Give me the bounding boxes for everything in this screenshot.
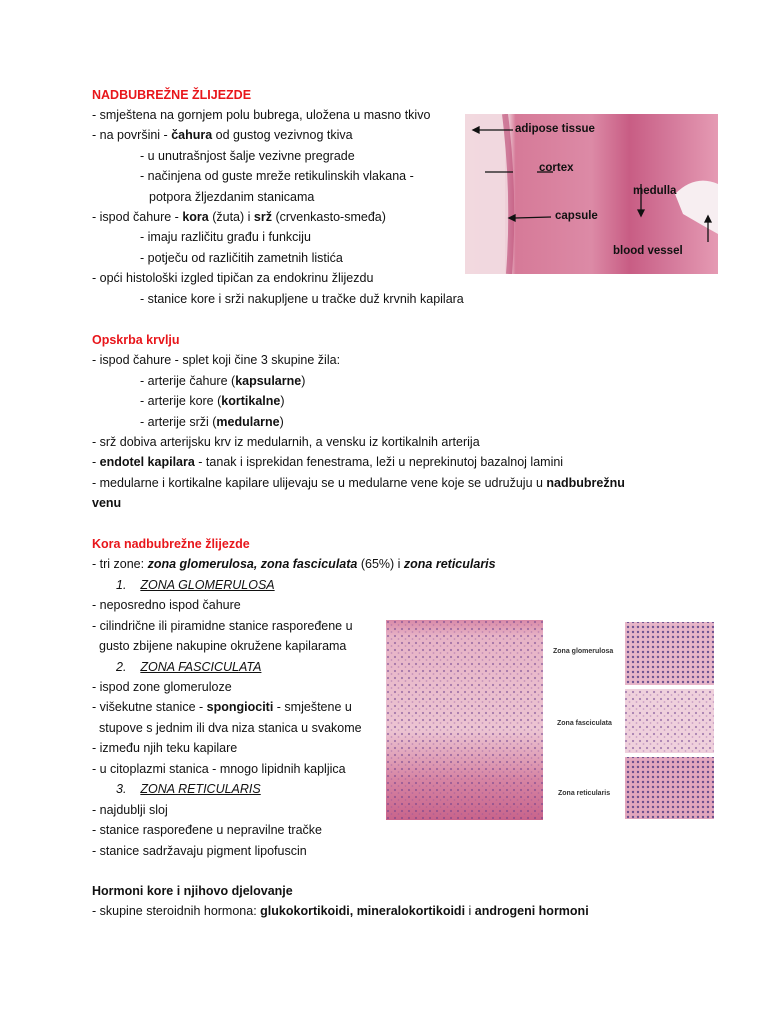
text-line: potpora žljezdanim stanicama bbox=[149, 190, 315, 204]
text-line: - endotel kapilara - tanak i isprekidan fenestrama, leži u neprekinutoj bazalnoj lamini bbox=[92, 455, 564, 469]
label-adipose-tissue: adipose tissue bbox=[515, 123, 595, 135]
text-line: - najdublji sloj bbox=[92, 803, 168, 817]
text-line: - medularne i kortikalne kapilare ulijevaju se u medularne vene koje se udružuju u nadbubrežnu bbox=[92, 476, 625, 490]
text-line: - ispod zone glomeruloze bbox=[92, 680, 232, 694]
text-line: - u citoplazmi stanica - mnogo lipidnih kapljica bbox=[92, 762, 346, 776]
text-line: - na površini - čahura od gustog vezivnog tkiva bbox=[92, 128, 353, 142]
text-line: - arterije čahure (kapsularne) bbox=[140, 374, 306, 388]
label-cortex: cortex bbox=[539, 162, 574, 174]
text-line: - skupine steroidnih hormona: glukokortikoidi, mineralokortikoidi i androgeni hormoni bbox=[92, 904, 589, 918]
text-line: - stanice raspoređene u nepravilne tračke bbox=[92, 823, 322, 837]
text-line: - arterije kore (kortikalne) bbox=[140, 394, 285, 408]
text-line: - stanice kore i srži nakupljene u tračke duž krvnih kapilara bbox=[140, 292, 464, 306]
text-line: - imaju različitu građu i funkciju bbox=[140, 230, 311, 244]
label-zona-reticularis: Zona reticularis bbox=[558, 790, 611, 797]
text-line: - arterije srži (medularne) bbox=[140, 415, 284, 429]
label-blood-vessel: blood vessel bbox=[613, 245, 683, 257]
text-line: - potječu od različitih zametnih listića bbox=[140, 251, 343, 265]
zone-heading-glomerulosa: 1. ZONA GLOMERULOSA bbox=[116, 578, 275, 592]
text-line: venu bbox=[92, 496, 122, 510]
zone-heading-reticularis: 3. ZONA RETICULARIS bbox=[116, 782, 261, 796]
cortex-zones-image bbox=[386, 620, 714, 820]
label-medulla: medulla bbox=[633, 185, 677, 197]
adrenal-histology-image bbox=[465, 114, 718, 274]
heading-kora: Kora nadbubrežne žlijezde bbox=[92, 537, 250, 551]
text-line: - neposredno ispod čahure bbox=[92, 598, 241, 612]
zones-drawing bbox=[386, 620, 714, 820]
text-line: - opći histološki izgled tipičan za endokrinu žlijezdu bbox=[92, 271, 374, 285]
heading-opskrba: Opskrba krvlju bbox=[92, 333, 180, 347]
text-line: - tri zone: zona glomerulosa, zona fasciculata (65%) i zona reticularis bbox=[92, 557, 496, 571]
text-line: - smještena na gornjem polu bubrega, uložena u masno tkivo bbox=[92, 108, 431, 122]
text-line: - načinjena od guste mreže retikulinskih vlakana - bbox=[140, 169, 414, 183]
text-line: - između njih teku kapilare bbox=[92, 741, 238, 755]
text-line: - cilindrične ili piramidne stanice raspoređene u bbox=[92, 619, 353, 633]
label-capsule: capsule bbox=[555, 210, 598, 222]
text-line: gusto zbijene nakupine okružene kapilarama bbox=[99, 639, 347, 653]
label-zona-glomerulosa: Zona glomerulosa bbox=[553, 648, 614, 655]
text-line: - ispod čahure - splet koji čine 3 skupine žila: bbox=[92, 353, 341, 367]
text-line: - u unutrašnjost šalje vezivne pregrade bbox=[140, 149, 355, 163]
zone-heading-fasciculata: 2. ZONA FASCICULATA bbox=[116, 660, 262, 674]
heading-nadbubrezne: NADBUBREŽNE ŽLIJEZDE bbox=[92, 88, 252, 102]
label-zona-fasciculata: Zona fasciculata bbox=[557, 720, 612, 727]
text-line: - stanice sadržavaju pigment lipofuscin bbox=[92, 844, 307, 858]
heading-hormoni: Hormoni kore i njihovo djelovanje bbox=[92, 884, 293, 898]
text-line: - ispod čahure - kora (žuta) i srž (crvenkasto-smeđa) bbox=[92, 210, 386, 224]
text-line: - višekutne stanice - spongiociti - smještene u bbox=[92, 700, 352, 714]
text-line: stupove s jednim ili dva niza stanica u svakome bbox=[99, 721, 362, 735]
text-line: - srž dobiva arterijsku krv iz medularnih, a vensku iz kortikalnih arterija bbox=[92, 435, 480, 449]
